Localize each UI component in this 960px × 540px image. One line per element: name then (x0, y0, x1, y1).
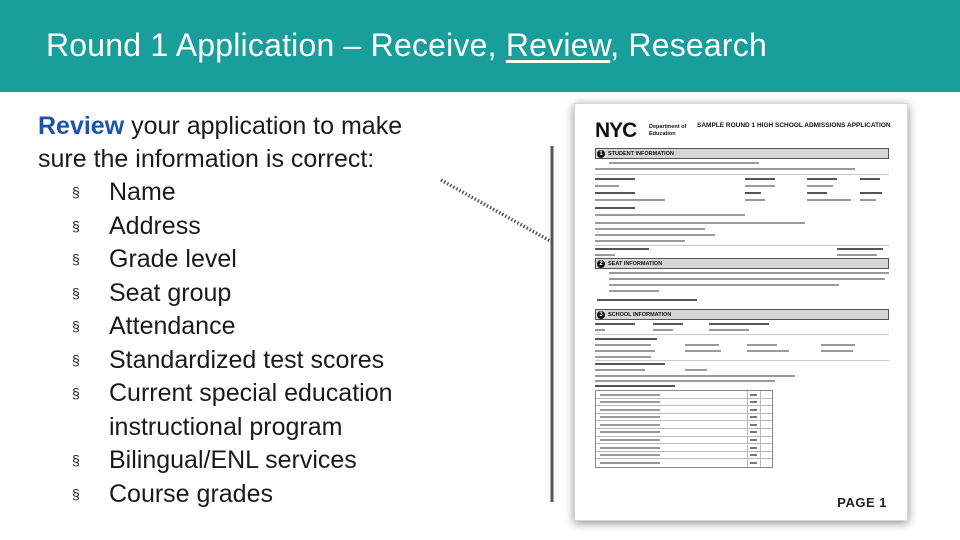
text-line (595, 222, 805, 224)
table-row (596, 399, 772, 407)
course-grades-table (595, 390, 773, 468)
bullet-icon: § (72, 452, 80, 468)
bullet-icon: § (72, 217, 80, 234)
text-line (595, 240, 685, 242)
list-item-label: Seat group (109, 278, 232, 307)
text-line (709, 329, 749, 331)
text-line (860, 178, 880, 180)
table-row (596, 459, 772, 467)
text-line (747, 350, 789, 352)
document-heading: SAMPLE ROUND 1 HIGH SCHOOL ADMISSIONS APPLICATION (697, 122, 891, 129)
bullet-icon: § (72, 351, 80, 368)
text-line (595, 192, 635, 194)
text-line (807, 185, 833, 187)
page-label: PAGE 1 (837, 495, 887, 510)
bullet-icon: § (72, 184, 80, 200)
list-item-label: Standardized test scores (109, 345, 385, 374)
text-line (595, 350, 655, 352)
table-row (596, 452, 772, 460)
table-row (596, 429, 772, 437)
section-header-school (595, 309, 889, 320)
title-number: 1 (150, 27, 169, 63)
title-part-3: , Research (610, 27, 767, 63)
text-line (745, 185, 775, 187)
text-line (860, 192, 882, 194)
text-line (595, 329, 605, 331)
dotted-connector-line (441, 180, 552, 242)
intro-highlight: Review (38, 112, 125, 140)
text-line (595, 385, 675, 387)
text-line (595, 228, 705, 230)
text-line (595, 207, 635, 209)
text-line (595, 168, 855, 170)
text-line (609, 290, 659, 292)
text-line (595, 344, 651, 346)
section-label: STUDENT INFORMATION (608, 150, 674, 157)
text-line (595, 234, 715, 236)
text-line (685, 350, 721, 352)
section-label: SEAT INFORMATION (608, 260, 663, 267)
bullet-icon: § (72, 251, 80, 267)
nyc-logo: NYC (595, 119, 637, 142)
title-part-2: Application – Receive, (168, 27, 506, 63)
table-row (596, 421, 772, 429)
text-line (595, 248, 649, 250)
form-rule (595, 360, 889, 361)
section-number: 2 (597, 260, 605, 268)
list-item-label: Bilingual/ENL services (109, 446, 357, 474)
table-row (596, 437, 772, 445)
table-row (596, 391, 772, 399)
department-name: Department of Education (649, 124, 687, 137)
list-item-label: Course grades (109, 479, 273, 508)
text-line (595, 214, 745, 216)
bullet-icon: § (72, 385, 80, 401)
text-line (595, 380, 775, 382)
table-row (596, 444, 772, 452)
table-row (596, 414, 772, 422)
text-line (597, 299, 697, 301)
text-line (685, 369, 707, 371)
text-line (595, 323, 635, 325)
text-line (860, 199, 876, 201)
section-number: 3 (597, 311, 605, 319)
section-header-student (595, 148, 889, 159)
list-item-label: Name (109, 178, 176, 206)
text-line (653, 329, 673, 331)
text-line (821, 350, 853, 352)
bullet-icon: § (72, 318, 80, 334)
text-line (837, 254, 877, 256)
text-line (595, 199, 665, 201)
text-line (745, 199, 765, 201)
bullet-icon: § (72, 485, 80, 502)
text-line (595, 369, 645, 371)
intro-rest: your application to make sure the information is correct: (38, 112, 403, 173)
text-line (609, 284, 839, 286)
list-item-label: Attendance (109, 312, 236, 340)
form-rule (595, 174, 889, 175)
sample-application-document (574, 103, 908, 521)
text-line (653, 323, 683, 325)
section-label: SCHOOL INFORMATION (608, 311, 672, 318)
text-line (709, 323, 769, 325)
bullet-icon: § (72, 284, 80, 301)
text-line (821, 344, 855, 346)
text-line (595, 178, 635, 180)
text-line (595, 254, 615, 256)
text-line (595, 375, 795, 377)
table-row (596, 406, 772, 414)
text-line (685, 344, 719, 346)
text-line (595, 363, 665, 365)
text-line (747, 344, 777, 346)
text-line (595, 338, 657, 340)
title-underlined-word: Review (505, 27, 611, 63)
list-item-label: Current special education instructional program (109, 379, 393, 441)
form-rule (595, 245, 889, 246)
text-line (609, 278, 885, 280)
text-line (807, 192, 827, 194)
text-line (745, 178, 775, 180)
form-rule (595, 334, 889, 335)
text-line (609, 272, 889, 274)
text-line (837, 248, 883, 250)
section-header-seat (595, 258, 889, 269)
text-line (807, 199, 851, 201)
text-line (595, 356, 651, 358)
text-line (745, 192, 761, 194)
text-line (595, 185, 619, 187)
text-line (609, 162, 759, 164)
list-item-label: Grade level (109, 245, 237, 273)
title-part-1: Round (46, 27, 151, 63)
section-number: 1 (597, 150, 605, 158)
text-line (807, 178, 837, 180)
list-item-label: Address (109, 211, 201, 240)
